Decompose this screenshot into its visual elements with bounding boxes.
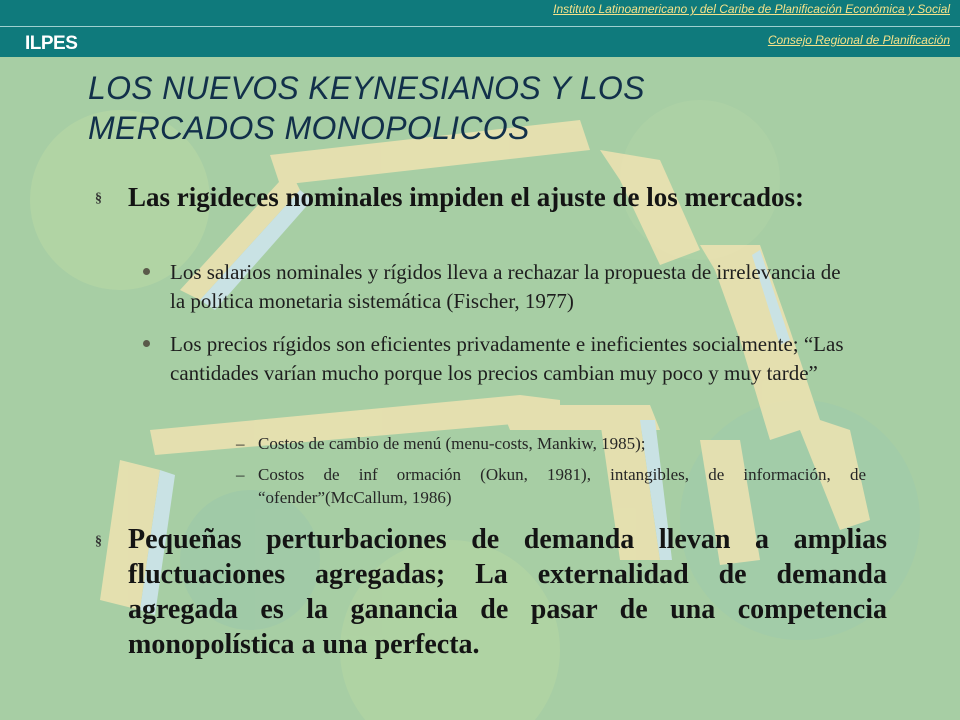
- dash-item-menu-costs: [236, 432, 866, 455]
- sub-bullet-text: Los precios rígidos son eficientes privadamente e ineficientes socialmente; “Las cantidades varían mucho porque los precios cambian muy poco y muy tarde”: [170, 332, 844, 385]
- sub-bullet-dot: [143, 268, 150, 275]
- bullet-marker: §: [95, 191, 102, 206]
- bullet-text: Las rigideces nominales impiden el ajuste de los mercados:: [128, 182, 804, 212]
- bullet-rigidities: [95, 180, 887, 214]
- council-name: Consejo Regional de Planificación: [767, 33, 950, 47]
- dash-item-information-costs: [236, 463, 866, 509]
- sub-bullet-prices: [143, 330, 858, 388]
- bullet-text: Pequeñas perturbaciones de demanda llevan a amplias fluctuaciones agregadas; La externalidad de demanda agregada es la ganancia de pasar de una competencia monopolística a una perfecta.: [128, 524, 887, 660]
- title-line-2: MERCADOS MONOPOLICOS: [88, 110, 530, 146]
- title-line-1: LOS NUEVOS KEYNESIANOS Y LOS: [88, 70, 645, 106]
- institute-name: Instituto Latinoamericano y del Caribe de Planificación Económica y Social: [553, 2, 950, 16]
- slide-title: [88, 68, 888, 148]
- dash-marker: –: [236, 434, 245, 453]
- sub-bullet-text: Los salarios nominales y rígidos lleva a rechazar la propuesta de irrelevancia de la política monetaria sistemática (Fischer, 1977): [170, 260, 841, 313]
- bullet-demand-disturbances: [95, 522, 887, 662]
- ilpes-logo: ILPES: [25, 33, 78, 54]
- header-bar: [0, 0, 960, 57]
- bullet-marker: §: [95, 534, 102, 549]
- sub-bullet-wages: [143, 258, 858, 316]
- sub-bullet-dot: [143, 340, 150, 347]
- dash-marker: –: [236, 465, 245, 484]
- dash-text: Costos de cambio de menú (menu-costs, Mankiw, 1985);: [258, 434, 646, 453]
- header-divider: [0, 26, 960, 27]
- dash-text: Costos de inf ormación (Okun, 1981), intangibles, de información, de “ofender”(McCallum, 1986): [258, 465, 866, 507]
